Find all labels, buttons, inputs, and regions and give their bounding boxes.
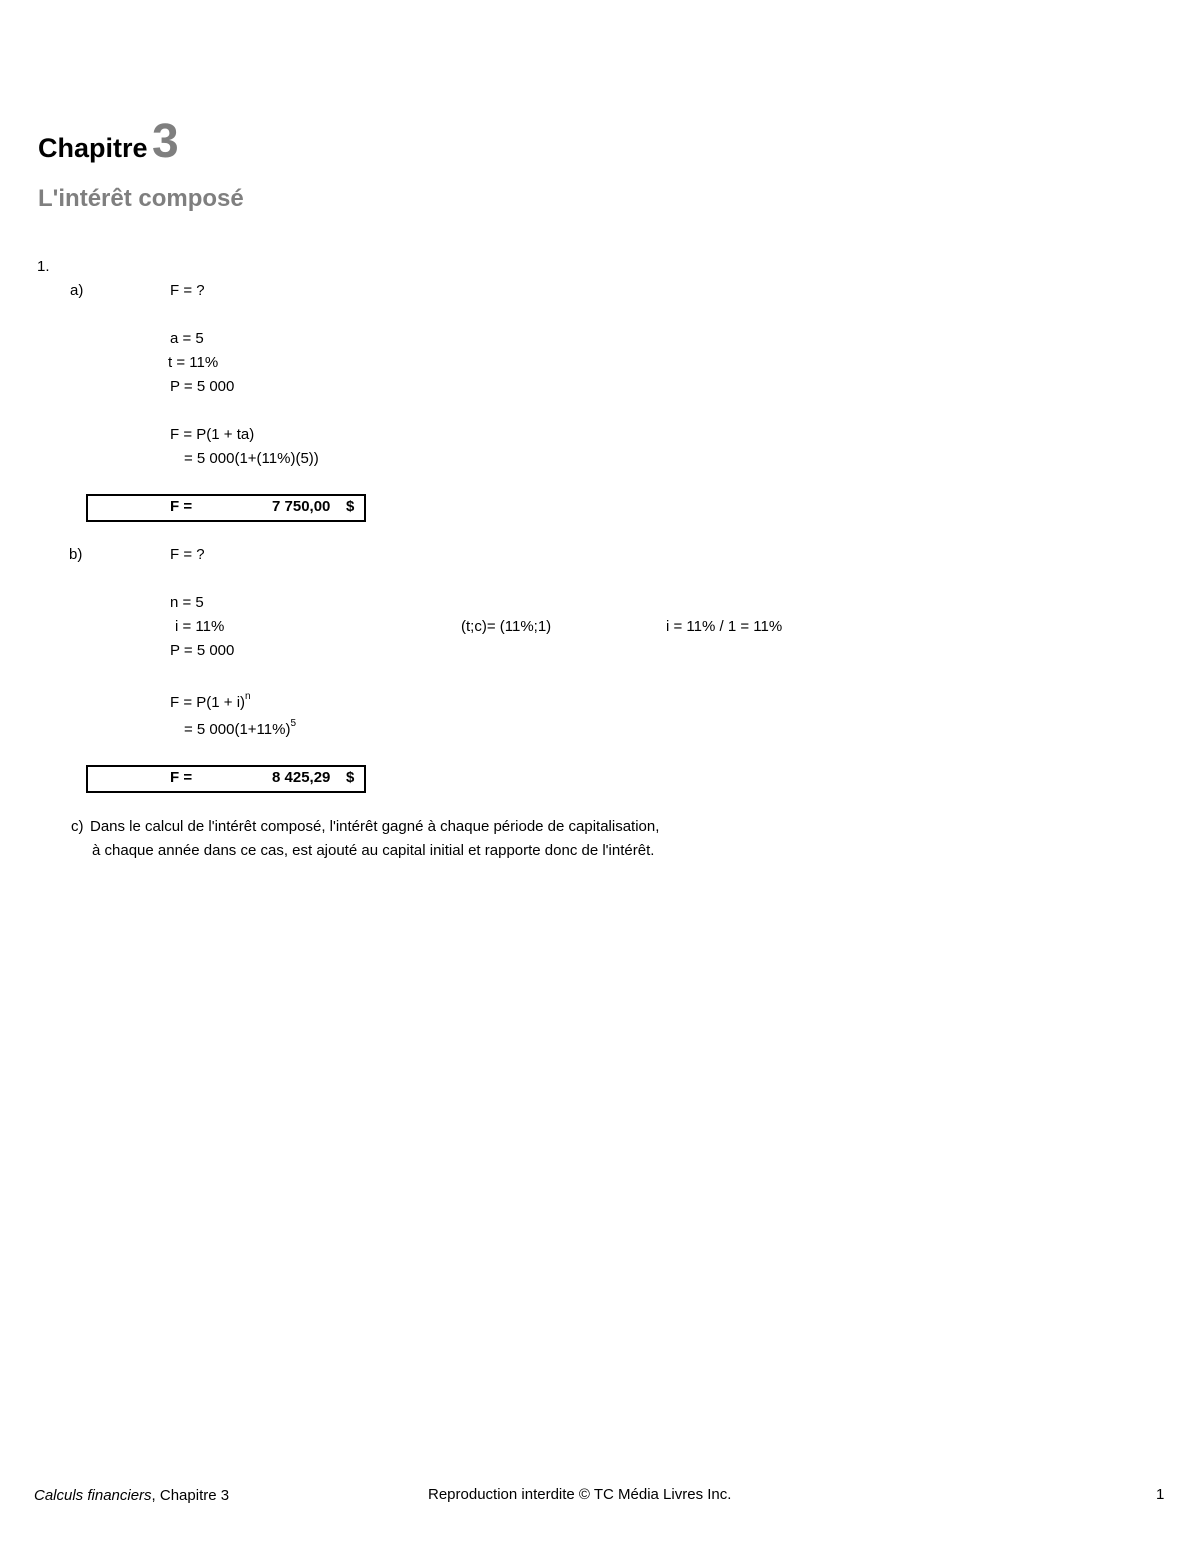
part-a-label: a) [70, 282, 84, 299]
footer-page-number: 1 [1156, 1486, 1165, 1503]
part-b-result-value: 8 425,29 [272, 769, 331, 786]
part-b-label: b) [69, 546, 83, 563]
part-a-unknown: F = ? [170, 282, 205, 299]
part-a-substitution: = 5 000(1+(11%)(5)) [184, 450, 319, 467]
part-b-result-label: F = [170, 769, 193, 786]
part-b-result-unit: $ [346, 769, 355, 786]
part-a-given-p: P = 5 000 [170, 378, 235, 395]
part-a-result-unit: $ [346, 498, 355, 515]
part-b-given-p: P = 5 000 [170, 642, 235, 659]
part-c-label: c) [71, 818, 84, 835]
part-b-tc-note: (t;c)= (11%;1) [461, 618, 552, 635]
part-b-formula-main: F = P(1 + i) [170, 694, 246, 711]
part-b-formula [170, 691, 251, 712]
footer-book-reference [34, 1487, 229, 1504]
chapter-heading [38, 114, 179, 169]
part-b-substitution-main: = 5 000(1+11%) [184, 721, 291, 738]
part-b-given-i: i = 11% [175, 618, 225, 635]
chapter-subtitle: L'intérêt composé [38, 185, 244, 212]
part-a-given-t: t = 11% [168, 354, 219, 371]
footer-copyright: Reproduction interdite © TC Média Livres Inc. [428, 1486, 732, 1503]
chapter-number: 3 [151, 115, 179, 168]
part-c-line-1: Dans le calcul de l'intérêt composé, l'intérêt gagné à chaque période de capitalisation, [90, 818, 660, 835]
part-a-result-value: 7 750,00 [272, 498, 331, 515]
chapter-word: Chapitre [38, 133, 148, 163]
part-a-formula: F = P(1 + ta) [170, 426, 255, 443]
part-b-i-note: i = 11% / 1 = 11% [666, 618, 783, 635]
part-c-line-2: à chaque année dans ce cas, est ajouté au capital initial et rapporte donc de l'intérêt. [92, 842, 655, 859]
part-a-given-a: a = 5 [170, 330, 204, 347]
part-a-result-label: F = [170, 498, 193, 515]
part-b-unknown: F = ? [170, 546, 205, 563]
part-b-substitution-exponent: 5 [290, 718, 297, 729]
footer-book-title: Calculs financiers [34, 1487, 152, 1504]
exercise-number: 1. [37, 258, 50, 275]
footer-chapter-ref: , Chapitre 3 [151, 1487, 230, 1504]
part-b-given-n: n = 5 [170, 594, 204, 611]
part-b-substitution [184, 718, 297, 739]
part-b-formula-exponent: n [245, 691, 251, 702]
